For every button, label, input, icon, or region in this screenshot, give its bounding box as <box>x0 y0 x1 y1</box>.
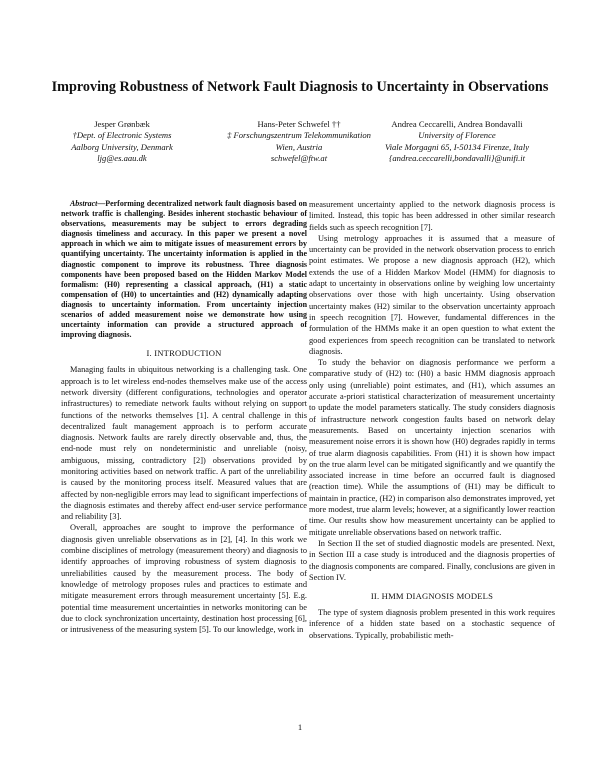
author-email: ljg@es.aau.dk <box>97 153 147 164</box>
abstract-label: Abstract <box>70 199 98 208</box>
author-block-3 <box>357 119 557 165</box>
paragraph: Managing faults in ubiquitous networking is a challenging task. One approach is to let wireless end-nodes themselves make use of the access network diversity (different configurations, technologies and operator infrastructures) to remediate network faults without relying on support functions of the networks themselves [1]. A central challenge in this decentralized fault management approach is to perform accurate diagnosis. Network faults are rarely directly observable and, thus, the end-node must rely on nondeterministic and unreliable (noisy, ambiguous, missing, contradictory [2]) observations provided by monitoring activities based on network traffic. A part of the unreliability is caused by the monitoring process itself. Measured values that are affected by non-negligible errors may lead to significant imperfections of the diagnosis estimates and thereby affect end-user service performance and reliability [3]. <box>61 365 307 522</box>
paragraph: Overall, approaches are sought to improve the performance of diagnosis given unreliable observations as in [2], [4]. In this work we combine disciplines of metrology (measurement theory) and diagnosis to identify approaches of improving robustness of system diagnosis to unreliabilities caused by the measurement process. The body of knowledge of metrology proposes rules and practices to estimate and mitigate measurement errors through measurement uncertainty [5]. E.g. potential time measurement uncertainties in networks monitoring can be due to clock synchronization uncertainty, destination host processing [6], or intrusiveness of the measuring system [5]. To our knowledge, work in <box>61 523 307 635</box>
author-name: Jesper Grønbæk <box>94 119 150 129</box>
author-block-1 <box>58 119 186 165</box>
author-affiliation: ‡ Forschungszentrum Telekommunikation <box>227 130 371 141</box>
author-email: schwefel@ftw.at <box>270 153 328 164</box>
abstract <box>61 199 307 340</box>
paragraph: measurement uncertainty applied to the network diagnosis process is limited. Instead, this topic has been addressed in other similar research fields such as speech recognition [7]. <box>309 200 555 232</box>
section-heading-introduction: I. INTRODUCTION <box>146 348 222 359</box>
author-affiliation: †Dept. of Electronic Systems <box>72 130 172 141</box>
author-email: {andrea.ceccarelli,bondavalli}@unifi.it <box>388 153 526 164</box>
author-affiliation: University of Florence <box>418 130 496 141</box>
right-column <box>309 199 555 641</box>
paragraph: To study the behavior on diagnosis performance we perform a comparative study of (H2) to: (H0) a basic HMM diagnosis approach only using (unreliable) point estimates, and (H1), which assumes an accurate a-priori statistical characterization of measurement uncertainty to update the model parameters statically. The study considers diagnosis of infrastructure network congestion faults based on network delay measurements. Based on uncertainty injection scenarios with measurement noise errors it is shown how (H0) degrades rapidly in terms of true alarm diagnosis capabilities. From (H1) it is shown how impact on the true alarm level can be mitigated significantly and we quantify the associated increase in time before an occurred fault is diagnosed (reaction time). While the assumptions of (H1) may be difficult to maintain in practice, (H2) in comparison also demonstrates improved, yet more modest, true alarm levels; however, at a significantly lower reaction time. Our results show how measurement uncertainty can be applied to mitigate unreliable observations based on network traffic. <box>309 358 555 537</box>
left-column <box>61 199 307 635</box>
author-name: Andrea Ceccarelli, Andrea Bondavalli <box>391 119 523 129</box>
page-number: 1 <box>297 722 303 732</box>
author-address: Viale Morgagni 65, I-50134 Firenze, Italy <box>384 141 530 152</box>
paragraph: In Section II the set of studied diagnostic models are presented. Next, in Section III a case study is introduced and the diagnosis properties of the diagnosis components are compared. Finally, conclusions are given in Section IV. <box>309 538 555 582</box>
abstract-text: —Performing decentralized network fault diagnosis based on network traffic is challenging. Besides inherent stochastic behaviour of observations, measurements may be subject to errors degrading diagnosis timeliness and accuracy. In this paper we present a novel approach in which we aim to mitigate issues of measurement errors by quantifying uncertainty. The uncertainty information is applied in the diagnostic component to improve its robustness. Three diagnosis components have been proposed based on the Hidden Markov Model formalism: (H0) representing a classical approach, (H1) a static compensation of (H0) to uncertainties and (H2) dynamically adapting diagnosis to uncertainty information. From uncertainty injection scenarios of added measurement noise we demonstrate how using uncertainty information can provide a structured approach of improving diagnosis. <box>61 199 307 340</box>
paragraph: Using metrology approaches it is assumed that a measure of uncertainty can be provided in the network observation process to enrich point estimates. We propose a new diagnosis approach (H2), which extends the use of a Hidden Markov Model (HMM) for diagnosis to adapt to uncertainty in observations online by weighing low uncertainty observations over those with high uncertainty. Using observation uncertainty makes (H2) similar to the observation uncertainty approach in speech recognition [7]. However, fundamental differences in the formulation of the HMMs make it an open question to what extent the good experiences from speech recognition can be translated to network diagnosis. <box>309 233 555 356</box>
paper-title: Improving Robustness of Network Fault Diagnosis to Uncertainty in Observations <box>51 79 549 95</box>
section-heading-hmm: II. HMM DIAGNOSIS MODELS <box>370 591 494 602</box>
author-address: Wien, Austria <box>275 141 323 152</box>
author-address: Aalborg University, Denmark <box>71 141 173 152</box>
author-name: Hans-Peter Schwefel †† <box>257 119 341 129</box>
paragraph: The type of system diagnosis problem presented in this work requires inference of a hidden state based on a stochastic sequence of observations. Typically, probabilistic meth- <box>309 608 555 640</box>
